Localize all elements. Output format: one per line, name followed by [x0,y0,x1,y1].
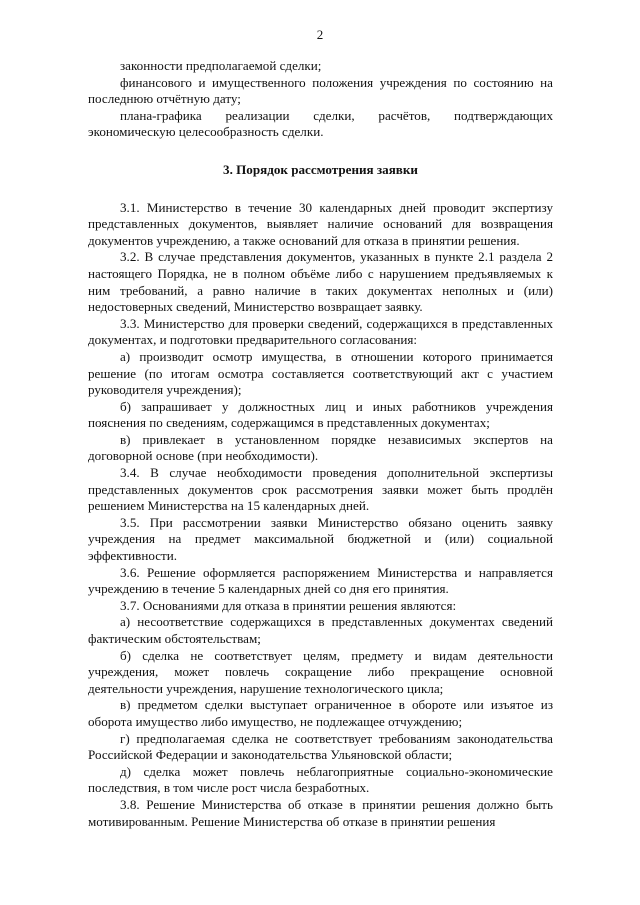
paragraph-3-7-b: б) сделка не соответствует целям, предмету и видам деятельности учреждения, может повлечь сокращение либо прекращение основной деятельности учреждения, нарушение технологического цикла; [88,647,553,696]
paragraph-3-3: 3.3. Министерство для проверки сведений, содержащихся в представленных документах, и подготовки предварительного согласования: [88,315,553,348]
paragraph-3-7-v: в) предметом сделки выступает ограниченное в обороте или изъятое из оборота имущество либо имущество, не подлежащее отчуждению; [88,697,553,729]
paragraph-3-6: 3.6. Решение оформляется распоряжением Министерства и направляется учреждению в течение 5 календарных дней со дня его принятия. [88,564,553,597]
page-number: 2 [316,27,324,42]
paragraph-3-2: 3.2. В случае представления документов, указанных в пункте 2.1 раздела 2 настоящего Порядка, не в полном объёме либо с нарушением предъявляемых к ним требований, а равно наличие в таких документах неполных и (или) недостоверных сведений, Министерство возвращает заявку. [88,249,553,315]
paragraph-legality: законности предполагаемой сделки; [120,58,322,73]
paragraph-3-3-a: а) производит осмотр имущества, в отношении которого принимается решение (по итогам осмотра составляется соответствующий акт с участием руководителя учреждения); [88,348,553,398]
paragraph-3-3-b: б) запрашивает у должностных лиц и иных работников учреждения пояснения по сведениям, содержащимся в представленных документах; [88,398,553,431]
paragraph-financial-position: финансового и имущественного положения учреждения по состоянию на последнюю отчётную дату; [88,74,553,107]
paragraph-3-5: 3.5. При рассмотрении заявки Министерство обязано оценить заявку учреждения на предмет максимальной бюджетной и (или) социальной эффективности. [88,514,553,564]
paragraph-schedule: плана-графика реализации сделки, расчётов, подтверждающих экономическую целесообразность сделки. [88,107,553,140]
section-heading: 3. Порядок рассмотрения заявки [223,161,418,177]
paragraph-3-1: 3.1. Министерство в течение 30 календарных дней проводит экспертизу представленных документов, выявляет наличие оснований для возвращения документов учреждению, а также оснований для отказа в принятии решения. [88,199,553,248]
paragraph-3-3-v: в) привлекает в установленном порядке независимых экспертов на договорной основе (при необходимости). [88,431,553,464]
paragraph-3-4: 3.4. В случае необходимости проведения дополнительной экспертизы представленных документов срок рассмотрения заявки может быть продлён решением Министерства на 15 календарных дней. [88,465,553,514]
paragraph-3-7-d: д) сделка может повлечь неблагоприятные социально-экономические последствия, в том числе рост числа безработных. [88,763,553,796]
paragraph-3-7: 3.7. Основаниями для отказа в принятии решения являются: [120,597,457,613]
paragraph-3-8: 3.8. Решение Министерства об отказе в принятии решения должно быть мотивированным. Решение Министерства об отказе в принятии решения [88,796,553,829]
paragraph-3-7-a: а) несоответствие содержащихся в представленных документах сведений фактическим обстоятельствам; [88,614,553,646]
paragraph-3-7-g: г) предполагаемая сделка не соответствует требованиям законодательства Российской Федерации и законодательства Ульяновской области; [88,730,553,763]
document-body [88,58,553,830]
